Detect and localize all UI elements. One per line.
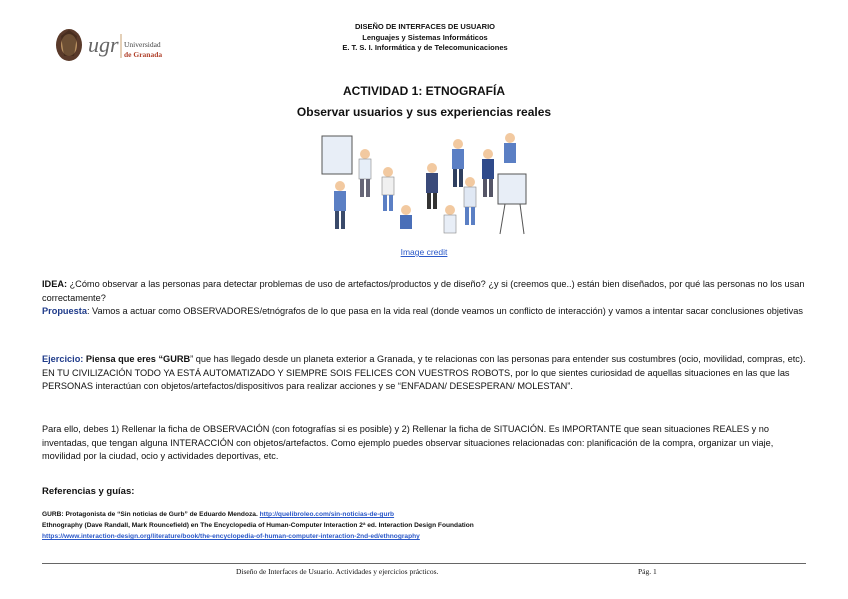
header-school: E. T. S. I. Informática y de Telecomunicaciones — [342, 43, 508, 52]
page-number: Pág. 1 — [638, 567, 657, 576]
ejercicio-paragraph — [42, 353, 812, 394]
reference-ethnography-link[interactable]: https://www.interaction-design.org/literature/book/the-encyclopedia-of-human-computer-interaction-2nd-ed/ethnography — [42, 533, 420, 540]
page-subtitle: Observar usuarios y sus experiencias reales — [296, 105, 552, 119]
idea-text: ¿Cómo observar a las personas para detectar problemas de uso de artefactos/productos y de diseño? ¿y si (creemos que..) están bien diseñados, por qué las personas no los usan correctamente? — [42, 279, 805, 303]
idea-label: IDEA: — [42, 279, 68, 289]
references-list — [42, 509, 802, 542]
people-observing-illustration — [310, 124, 535, 242]
ejercicio-text-b: ” que has llegado desde un planeta exterior a Granada, y te relacionas con las personas para entender sus costumbres (ocio, movilidad, compras, etc). EN TU CIVILIZACIÓN TODO YA ESTÁ AUTOMATIZADO Y SIEMPRE SOIS FELICES CON VUESTROS ROBOTS, por lo que sientes curiosidad de aquellas situaciones en las que las PERSONAS interactúan con objetos/artefactos/dispositivos para realizar acciones y se “ENFADAN/ DESESPERAN/ MOLESTAN”. — [42, 354, 806, 391]
idea-block — [42, 278, 812, 319]
reference-gurb-link[interactable]: http://quelibroleo.com/sin-noticias-de-gurb — [259, 511, 395, 518]
reference-item — [42, 509, 802, 520]
university-logo — [52, 26, 182, 64]
header-department: Lenguajes y Sistemas Informáticos — [362, 32, 488, 42]
header-course: DISEÑO DE INTERFACES DE USUARIO — [354, 22, 496, 31]
logo-name-line2: de Granada — [124, 50, 163, 59]
footer-text: Diseño de Interfaces de Usuario. Actividades y ejercicios prácticos. — [236, 567, 439, 576]
document-header — [280, 22, 570, 54]
references-title: Referencias y guías: — [42, 486, 135, 497]
idea-paragraph — [42, 278, 812, 305]
ejercicio-label: Ejercicio: — [42, 354, 84, 364]
propuesta-label: Propuesta — [42, 306, 87, 316]
ejercicio-text-a: Piensa que eres “ — [83, 354, 164, 364]
reference-gurb-text: GURB: Protagonista de “Sin noticias de Gurb” de Eduardo Mendoza. — [42, 511, 260, 518]
logo-mark: ugr — [88, 32, 119, 57]
logo-name-line1: Universidad — [124, 40, 161, 49]
page-title: ACTIVIDAD 1: ETNOGRAFÍA — [343, 84, 505, 98]
footer-divider — [42, 563, 806, 564]
propuesta-text: : Vamos a actuar como OBSERVADORES/etnógrafos de lo que pasa en la vida real (donde veamos un conflicto de interacción) y vamos a intentar sacar conclusiones objetivas — [86, 306, 803, 316]
instrucciones-paragraph: Para ello, debes 1) Rellenar la ficha de OBSERVACIÓN (con fotografías si es posible) y 2) Rellenar la ficha de SITUACIÓN. Es IMPORTANTE que sean situaciones REALES y no inventadas, que tengan alguna INTERACCIÓN con objetos/artefactos. Como ejemplo puedes observar situaciones relacionadas con: planificación de la compra, organizar un viaje, movilidad por la ciudad, ocio y actividades deportivas, etc. — [42, 424, 774, 461]
gurb-name: GURB — [163, 354, 191, 364]
crest-icon — [52, 26, 182, 64]
image-credit-link[interactable]: Image credit — [400, 247, 448, 257]
reference-item: Ethnography (Dave Randall, Mark Rouncefield) en The Encyclopedia of Human-Computer Interaction 2ª ed. Interaction Design Foundation — [42, 522, 474, 529]
propuesta-paragraph — [42, 305, 812, 319]
